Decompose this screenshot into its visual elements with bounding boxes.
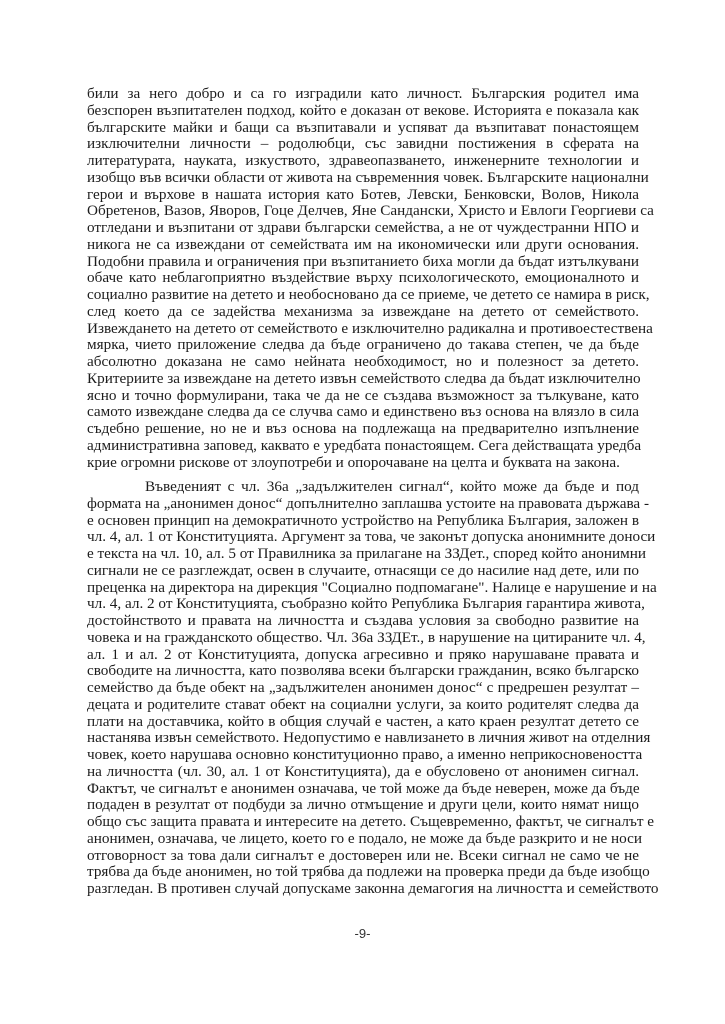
- text-line: Извеждането на детето от семейството е изключително радикална и противоестествена: [87, 319, 653, 337]
- text-line: крие огромни рискове от злоупотреби и опорочаване на целта и буквата на закона.: [87, 453, 620, 471]
- text-line: свободите на личността, като позволява всеки български гражданин, всяко българско: [87, 662, 639, 680]
- text-line: Подобни правила и ограничения при възпитанието биха могли да бъдат изтълкувани: [87, 252, 639, 270]
- text-line: на личността (чл. 30, ал. 1 от Конституцията), да е обусловено от анонимен сигнал.: [87, 762, 639, 780]
- text-line: Обретенов, Вазов, Яворов, Гоце Делчев, Яне Сандански, Христо и Евлоги Георгиеви са: [87, 202, 654, 220]
- text-line: Фактът, че сигналът е анонимен означава, че той може да бъде неверен, може да бъде: [87, 779, 640, 797]
- text-line: обаче като неблагоприятно въздействие върху психологическото, емоционалното и: [87, 269, 639, 287]
- text-line: след което да се задейства механизма за извеждане на детето от семейството.: [87, 302, 639, 320]
- text-line: трябва да бъде анонимен, но той трябва да подлежи на проверка преди да бъде изобщо: [87, 863, 650, 881]
- text-line: формата на „анонимен донос“ допълнително заплашва устоите на правовата държава -: [87, 494, 650, 512]
- text-line: разгледан. В противен случай допускаме законна демагогия на личността и семейството: [87, 880, 659, 897]
- text-line: литературата, науката, изкуството, здравеопазването, инженерните технологии и: [87, 152, 639, 169]
- text-line: били за него добро и са го изградили като личност. Българския родител има: [87, 85, 639, 102]
- text-line: българските майки и бащи са възпитавали и успяват да възпитават понастоящем: [87, 118, 639, 136]
- text-line: изключителни личности – родолюбци, със завидни постижения в сферата на: [87, 135, 639, 153]
- text-line: е текста на чл. 10, ал. 5 от Правилника за прилагане на ЗЗДет., според който анонимни: [87, 545, 646, 562]
- text-line: преценка на директора на дирекция "Социално подпомагане". Налице е нарушение и на: [87, 578, 657, 596]
- text-line: настанява извън семейството. Недопустимо е навлизането в личния живот на отделния: [87, 729, 651, 747]
- text-line: съдебно решение, но не и въз основа на подлежаща на предварително изпълнение: [87, 420, 639, 437]
- text-line: административна заповед, каквато е уредбата понастоящем. Сега действащата уредба: [87, 436, 642, 454]
- text-line: самото извеждане следва да се случва само и единствено въз основа на влязло в сила: [87, 403, 639, 421]
- text-line: никога не са извеждани от семействата им на икономически или други основания.: [87, 235, 639, 253]
- text-line: отговорност за това дали сигналът е достоверен или не. Всеки сигнал не само че не: [87, 846, 639, 864]
- text-line: отгледани и възпитани от здрави български семейства, а не от чуждестранни НПО и: [87, 219, 639, 236]
- text-line: ал. 1 и ал. 2 от Конституцията, допуска агресивно и пряко нарушаване правата и: [87, 645, 639, 663]
- text-line: плати на доставчика, който в общия случай е частен, а като краен резултат детето се: [87, 712, 639, 730]
- text-line: Въведеният с чл. 36а „задължителен сигнал“, който може да бъде и под: [145, 478, 639, 495]
- text-line: достойнството и правата на личността и създава условия за свободно развитие на: [87, 612, 639, 629]
- text-line: мярка, чието приложение следва да бъде ограничено до такава степен, че да бъде: [87, 336, 639, 354]
- text-line: сигнали не се разглеждат, освен в случаите, отнасящи се до насилие над дете, или по: [87, 561, 639, 579]
- paragraph-2: [87, 478, 659, 898]
- text-line: безспорен възпитателен подход, който е доказан от векове. Историята е показала как: [87, 101, 639, 119]
- text-line: семейство да бъде обект на „задължителен анонимен донос“ с предрешен резултат –: [87, 679, 639, 696]
- text-line: абсолютно доказана не само нейната необходимост, но и полезност за детето.: [87, 353, 639, 370]
- text-line: човека и на гражданското общество. Чл. 36а ЗЗДЕт., в нарушение на цитираните чл. 4,: [87, 628, 646, 646]
- text-line: социално развитие на детето и необосновано да се приеме, че детето се намира в риск,: [87, 286, 650, 303]
- text-line: чл. 4, ал. 2 от Конституцията, съобразно който Република България гарантира живота,: [87, 595, 645, 613]
- text-line: Критериите за извеждане на детето извън семейството следва да бъдат изключително: [87, 369, 641, 387]
- paragraph-1: [87, 85, 654, 471]
- text-line: децата и родителите стават обект на социални услуги, за които родителят следва да: [87, 695, 639, 713]
- text-line: общо със защита правата и интересите на детето. Същевременно, фактът, че сигналът е: [87, 813, 654, 830]
- text-line: чл. 4, ал. 1 от Конституцията. Аргумент за това, че законът допуска анонимните доноси: [87, 528, 656, 546]
- text-line: човек, което нарушава основно конституционно право, а именно неприкосновеността: [87, 746, 643, 763]
- text-line: анонимен, означава, че лицето, което го е подало, не може да бъде разкрито и не носи: [87, 829, 642, 847]
- text-line: ясно и точно формулирани, така че да не се създава възможност за тълкуване, като: [87, 386, 639, 404]
- text-line: подаден в резултат от подбуди за лично отмъщение и други цели, които нямат нищо: [87, 796, 639, 814]
- text-line: изобщо във всички области от живота на съвременния човек. Българските национални: [87, 168, 649, 186]
- text-line: е основен принцип на демократичното устройство на Република България, заложен в: [87, 511, 639, 529]
- text-line: герои и върхове в нашата история като Ботев, Левски, Бенковски, Волов, Никола: [87, 185, 639, 203]
- page-number: -9-: [354, 926, 371, 941]
